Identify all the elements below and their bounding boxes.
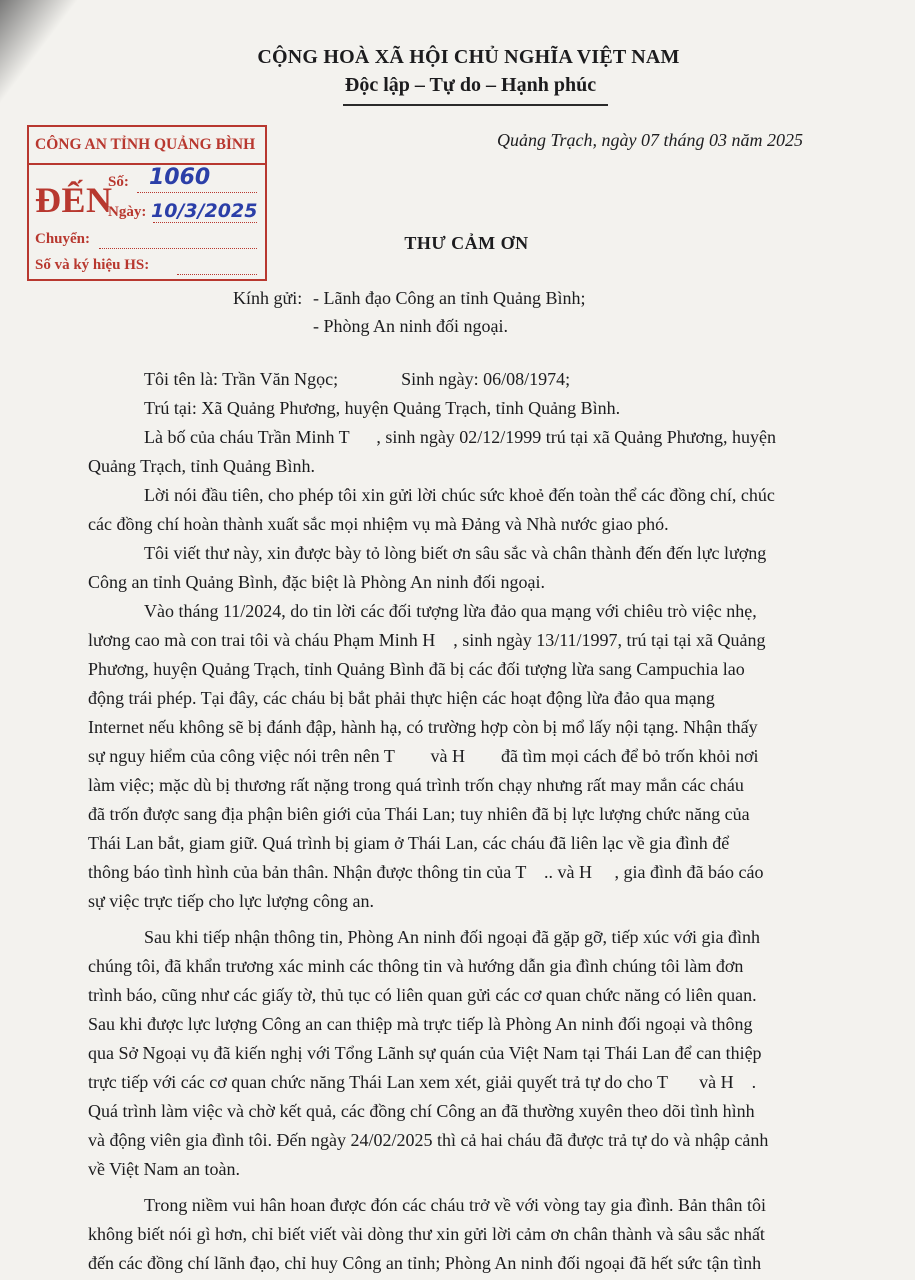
body-line: đến các đồng chí lãnh đạo, chỉ huy Công an tỉnh; Phòng An ninh đối ngoại đã hết sức tận tình: [88, 1253, 762, 1273]
national-motto: Độc lập – Tự do – Hạnh phúc: [344, 74, 597, 96]
body-line: Tôi tên là: Trần Văn Ngọc; Sinh ngày: 06/08/1974;: [144, 369, 571, 389]
body-line: qua Sở Ngoại vụ đã kiến nghị với Tổng Lãnh sự quán của Việt Nam tại Thái Lan để can thiệp: [88, 1043, 762, 1063]
letter-title: THƯ CẢM ƠN: [404, 233, 529, 253]
body-line: Lời nói đầu tiên, cho phép tôi xin gửi lời chúc sức khoẻ đến toàn thể các đồng chí, chúc: [144, 485, 775, 505]
stamp-hs-label: Số và ký hiệu HS:: [35, 257, 150, 273]
body-line: và động viên gia đình tôi. Đến ngày 24/02/2025 thì cả hai cháu đã được trả tự do và nhập cảnh: [88, 1130, 769, 1150]
body-line: Sau khi tiếp nhận thông tin, Phòng An ninh đối ngoại đã gặp gỡ, tiếp xúc với gia đình: [144, 927, 760, 947]
body-line: Phương, huyện Quảng Trạch, tỉnh Quảng Bình đã bị các đối tượng lừa sang Campuchia lao: [88, 659, 745, 679]
body-line: Là bố của cháu Trần Minh T , sinh ngày 02/12/1999 trú tại xã Quảng Phương, huyện: [144, 427, 777, 447]
stamp-chuyen-label: Chuyển:: [35, 231, 91, 247]
body-line: trình báo, cũng như các giấy tờ, thủ tục có liên quan gửi các cơ quan chức năng có liên quan.: [88, 985, 757, 1005]
national-title: CỘNG HOÀ XÃ HỘI CHỦ NGHĨA VIỆT NAM: [257, 46, 680, 68]
body-line: các đồng chí hoàn thành xuất sắc mọi nhiệm vụ mà Đảng và Nhà nước giao phó.: [88, 514, 669, 534]
stamp-so-handwritten: 1060: [149, 165, 211, 190]
body-line: chúng tôi, đã khẩn trương xác minh các thông tin và hướng dẫn gia đình chúng tôi làm đơn: [88, 956, 744, 976]
body-line: không biết nói gì hơn, chỉ biết viết vài dòng thư xin gửi lời cảm ơn chân thành và sâu sắc nhất: [88, 1224, 765, 1244]
body-line: sự nguy hiểm của công việc nói trên nên T và H đã tìm mọi cách để bỏ trốn khỏi nơi: [88, 746, 759, 766]
stamp-so-dots: [137, 192, 257, 193]
body-line: Sau khi được lực lượng Công an can thiệp mà trực tiếp là Phòng An ninh đối ngoại và thông: [88, 1014, 753, 1034]
body-line: Quá trình làm việc và chờ kết quả, các đồng chí Công an đã thường xuyên theo dõi tình hình: [88, 1101, 755, 1121]
stamp-so-label: Số:: [108, 174, 129, 190]
body-line: Trong niềm vui hân hoan được đón các cháu trở về với vòng tay gia đình. Bản thân tôi: [144, 1195, 767, 1215]
motto-underline: [343, 104, 608, 106]
body-line: thông báo tình hình của bản thân. Nhận được thông tin của T .. và H , gia đình đã báo cáo: [88, 862, 764, 882]
body-line: Thái Lan bắt, giam giữ. Quá trình bị giam ở Thái Lan, các cháu đã liên lạc về gia đình để: [88, 833, 730, 853]
recipient-1: - Lãnh đạo Công an tỉnh Quảng Bình;: [313, 288, 586, 308]
body-line: Trú tại: Xã Quảng Phương, huyện Quảng Trạch, tỉnh Quảng Bình.: [144, 398, 621, 418]
body-line: sự việc trực tiếp cho lực lượng công an.: [88, 891, 374, 911]
recipient-2: - Phòng An ninh đối ngoại.: [313, 316, 509, 336]
body-line: về Việt Nam an toàn.: [88, 1159, 241, 1179]
incoming-document-stamp: [27, 125, 267, 281]
body-line: Vào tháng 11/2024, do tin lời các đối tượng lừa đảo qua mạng với chiêu trò việc nhẹ,: [144, 601, 757, 621]
body-line: Tôi viết thư này, xin được bày tỏ lòng biết ơn sâu sắc và chân thành đến đến lực lượng: [144, 543, 767, 563]
letter-date: Quảng Trạch, ngày 07 tháng 03 năm 2025: [497, 130, 803, 150]
stamp-ngay-label: Ngày:: [108, 204, 147, 220]
recipients-label: Kính gửi:: [233, 288, 303, 308]
body-line: lương cao mà con trai tôi và cháu Phạm Minh H , sinh ngày 13/11/1997, trú tại tại xã Quảng: [88, 630, 766, 650]
body-line: đã trốn được sang địa phận biên giới của Thái Lan; tuy nhiên đã bị lực lượng chức năng của: [88, 804, 750, 824]
body-line: làm việc; mặc dù bị thương rất nặng trong quá trình trốn chạy nhưng rất may mắn các cháu: [88, 775, 744, 795]
stamp-divider: [29, 163, 265, 165]
stamp-ngay-dots: [153, 222, 257, 223]
stamp-hs-dots: [177, 274, 257, 275]
stamp-ngay-handwritten: 10/3/2025: [151, 200, 258, 222]
body-line: trực tiếp với các cơ quan chức năng Thái Lan xem xét, giải quyết trả tự do cho T và H .: [88, 1072, 757, 1092]
body-line: động trái phép. Tại đây, các cháu bị bắt phải thực hiện các hoạt động lừa đảo qua mạng: [88, 688, 715, 708]
body-line: Công an tỉnh Quảng Bình, đặc biệt là Phòng An ninh đối ngoại.: [88, 572, 545, 592]
body-line: Quảng Trạch, tỉnh Quảng Bình.: [88, 456, 315, 476]
stamp-agency: CÔNG AN TỈNH QUẢNG BÌNH: [35, 136, 256, 153]
body-line: Internet nếu không sẽ bị đánh đập, hành hạ, có trường hợp còn bị mổ lấy nội tạng. Nhận thấy: [88, 717, 758, 737]
stamp-den-label: ĐẾN: [35, 180, 113, 220]
